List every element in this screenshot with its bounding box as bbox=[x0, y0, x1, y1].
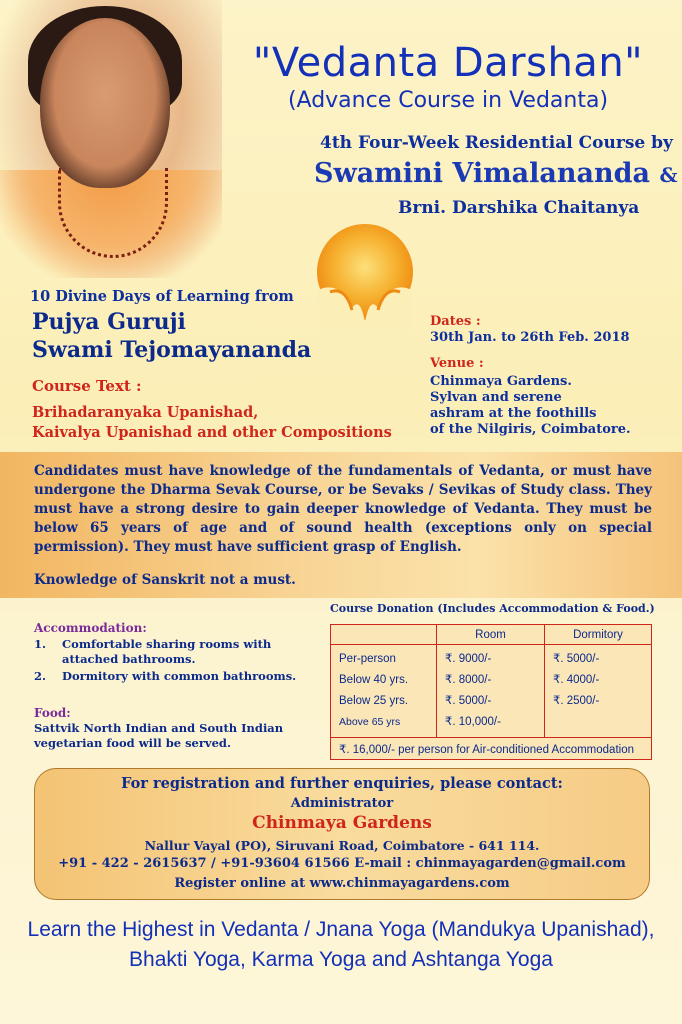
accommodation-list bbox=[34, 637, 304, 686]
row-labels bbox=[331, 645, 437, 738]
list-text: Comfortable sharing rooms with attached bathrooms. bbox=[62, 637, 272, 666]
row-label: Below 25 yrs. bbox=[339, 695, 409, 707]
list-number: 2. bbox=[34, 669, 47, 683]
portrait-face bbox=[40, 18, 170, 188]
guruji-name bbox=[32, 308, 311, 364]
ac-accommodation-price: ₹. 16,000/- per person for Air-conditioned Accommodation bbox=[331, 738, 652, 760]
room-price: ₹. 10,000/- bbox=[445, 716, 501, 728]
eligibility-text: Candidates must have knowledge of the fundamentals of Vedanta, or must have undergone the Dharma Sevak Course, or be Sevaks / Sevikas of Study class. They must have a strong desire to gain deeper knowledge of Vedanta. They must be below 65 years of age and of sound health (exceptions only on special permission). They must have sufficient grasp of English. bbox=[34, 463, 652, 555]
row-label: Above 65 yrs bbox=[339, 716, 401, 728]
dorm-price: ₹. 4000/- bbox=[553, 674, 600, 686]
accommodation-title: Accommodation: bbox=[34, 621, 147, 635]
venue-line: of the Nilgiris, Coimbatore. bbox=[430, 422, 631, 437]
contact-address: Nallur Vayal (PO), Siruvani Road, Coimbatore - 641 114. bbox=[144, 838, 540, 853]
list-text: Dormitory with common bathrooms. bbox=[62, 669, 297, 683]
dorm-price: ₹. 2500/- bbox=[553, 695, 600, 707]
teacher-1-name: Swamini Vimalananda bbox=[314, 158, 651, 189]
sun-logo-icon bbox=[300, 220, 430, 330]
row-label: Below 40 yrs. bbox=[339, 674, 409, 686]
course-text-label: Course Text : bbox=[32, 377, 142, 395]
bottom-line-1: Learn the Highest in Vedanta / Jnana Yoga (Mandukya Upanishad), bbox=[27, 918, 655, 941]
table-header-row bbox=[331, 625, 652, 645]
room-price: ₹. 8000/- bbox=[445, 674, 492, 686]
venue-line: Sylvan and serene bbox=[430, 390, 562, 405]
room-price: ₹. 5000/- bbox=[445, 695, 492, 707]
bottom-line-2: Bhakti Yoga, Karma Yoga and Ashtanga Yoga bbox=[129, 948, 553, 971]
course-by-line: 4th Four-Week Residential Course by bbox=[320, 133, 673, 153]
ampersand: & bbox=[659, 163, 678, 187]
divine-days-intro: 10 Divine Days of Learning from bbox=[30, 288, 294, 305]
room-price: ₹. 9000/- bbox=[445, 653, 492, 665]
course-text-line-1: Brihadaranyaka Upanishad, bbox=[32, 404, 259, 421]
venue-value bbox=[430, 374, 631, 438]
food-text: Sattvik North Indian and South Indian vegetarian food will be served. bbox=[34, 721, 284, 750]
table-header-dorm: Dormitory bbox=[545, 625, 652, 645]
food-title: Food: bbox=[34, 706, 71, 720]
venue-line: Chinmaya Gardens. bbox=[430, 374, 572, 389]
dorm-prices bbox=[545, 645, 652, 738]
row-label: Per-person bbox=[339, 653, 396, 665]
list-item bbox=[34, 637, 304, 667]
teacher-2: Brni. Darshika Chaitanya bbox=[398, 198, 640, 218]
contact-online-link[interactable]: Register online at www.chinmayagardens.com bbox=[174, 876, 510, 891]
portrait-photo bbox=[0, 0, 222, 278]
teacher-1 bbox=[314, 158, 678, 189]
table-footer-row bbox=[331, 738, 652, 760]
venue-line: ashram at the foothills bbox=[430, 406, 597, 421]
table-row bbox=[331, 645, 652, 738]
venue-label: Venue : bbox=[430, 356, 484, 371]
course-text-line-2: Kaivalya Upanishad and other Compositions bbox=[32, 424, 392, 441]
contact-org: Chinmaya Gardens bbox=[252, 813, 432, 833]
dorm-price: ₹. 5000/- bbox=[553, 653, 600, 665]
guruji-line-1: Pujya Guruji bbox=[32, 309, 186, 335]
list-item bbox=[34, 669, 304, 684]
sanskrit-note: Knowledge of Sanskrit not a must. bbox=[34, 572, 296, 588]
course-text-value bbox=[32, 403, 392, 443]
donation-table bbox=[330, 624, 652, 760]
room-prices bbox=[437, 645, 545, 738]
dates-value: 30th Jan. to 26th Feb. 2018 bbox=[430, 330, 630, 345]
contact-role: Administrator bbox=[290, 796, 394, 811]
donation-title: Course Donation (Includes Accommodation & Food.) bbox=[330, 602, 655, 615]
guruji-line-2: Swami Tejomayananda bbox=[32, 337, 312, 363]
table-header-blank bbox=[331, 625, 437, 645]
contact-phone-email[interactable]: +91 - 422 - 2615637 / +91-93604 61566 E-mail : chinmayagarden@gmail.com bbox=[58, 856, 626, 871]
list-number: 1. bbox=[34, 637, 47, 651]
dates-label: Dates : bbox=[430, 314, 481, 329]
course-subtitle: (Advance Course in Vedanta) bbox=[287, 88, 609, 113]
table-header-room: Room bbox=[437, 625, 545, 645]
contact-heading: For registration and further enquiries, please contact: bbox=[121, 775, 563, 792]
course-title: "Vedanta Darshan" bbox=[252, 40, 644, 86]
